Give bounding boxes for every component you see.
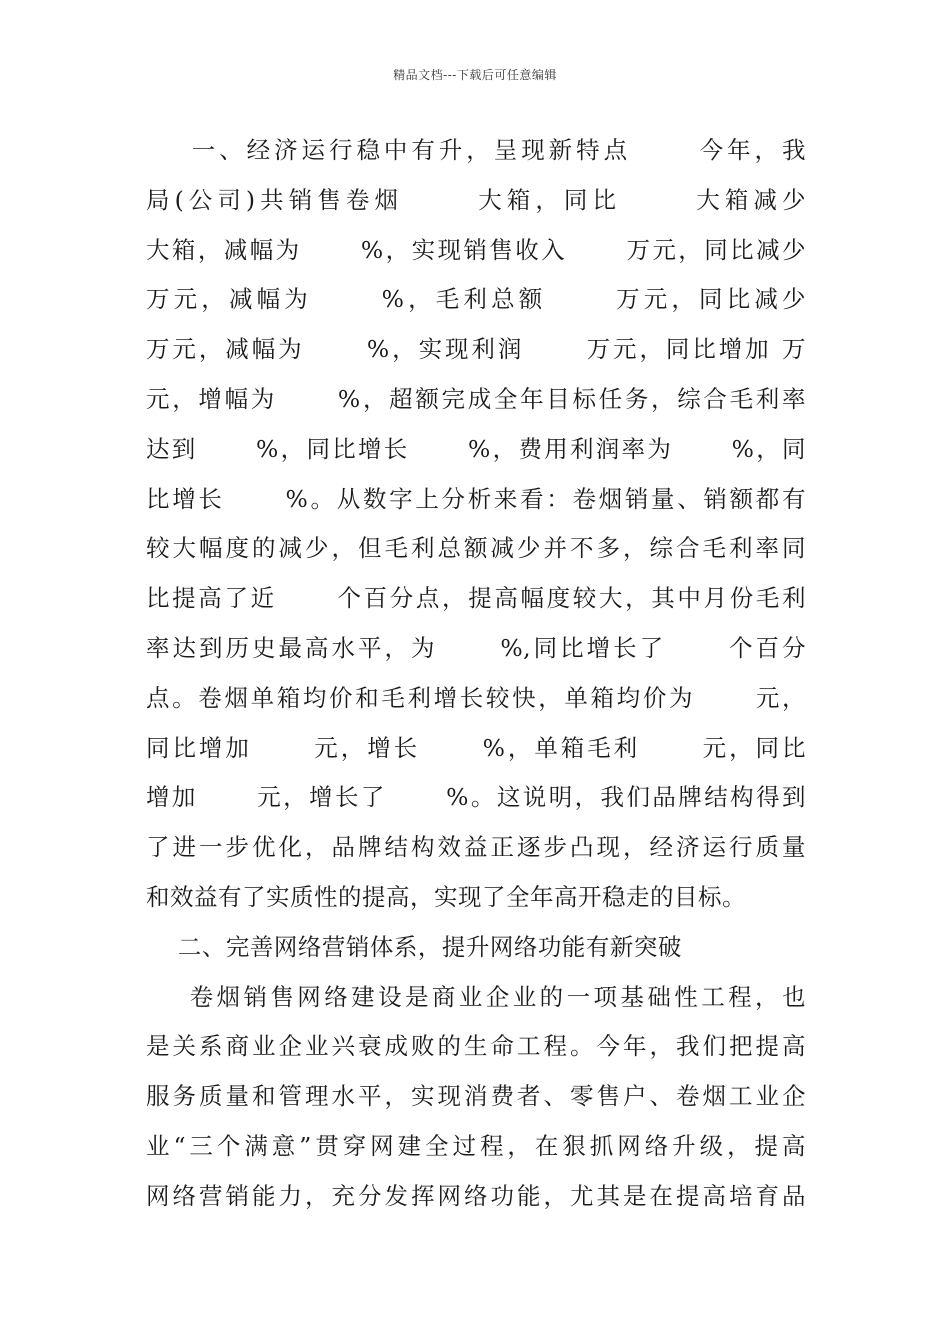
body-text <box>146 126 806 1222</box>
text-line: 点。卷烟单箱均价和毛利增长较快，单箱均价为 元， <box>146 683 806 712</box>
text-line: 业“三个满意”贯穿网建全过程，在狠抓网络升级，提高 <box>146 1131 806 1160</box>
text-line: 局(公司)共销售卷烟 大箱，同比 大箱减少 <box>146 185 806 214</box>
text-line: 元，增幅为 %，超额完成全年目标任务，综合毛利率 <box>146 384 806 413</box>
text-line: 了进一步优化，品牌结构效益正逐步凸现，经济运行质量 <box>146 833 806 862</box>
text-line: 服务质量和管理水平，实现消费者、零售户、卷烟工业企 <box>146 1082 806 1111</box>
text-line: 和效益有了实质性的提高，实现了全年高开稳走的目标。 <box>146 882 746 911</box>
text-line: 比提高了近 个百分点，提高幅度较大，其中月份毛利 <box>146 584 806 613</box>
text-line: 达到 %，同比增长 %，费用利润率为 %，同 <box>146 434 806 463</box>
text-line: 大箱，减幅为 %，实现销售收入 万元，同比减少 <box>146 235 806 264</box>
text-line: 卷烟销售网络建设是商业企业的一项基础性工程，也 <box>146 982 806 1011</box>
text-line: 万元，减幅为 %，实现利润 万元，同比增加 万 <box>146 335 806 364</box>
text-line: 率达到历史最高水平，为 %,同比增长了 个百分 <box>146 633 806 662</box>
text-line: 网络营销能力，充分发挥网络功能，尤其是在提高培育品 <box>146 1181 806 1210</box>
text-line: 增加 元，增长了 %。这说明，我们品牌结构得到 <box>146 783 806 812</box>
text-line: 比增长 %。从数字上分析来看：卷烟销量、销额都有 <box>146 484 806 513</box>
text-line: 同比增加 元，增长 %，单箱毛利 元，同比 <box>146 733 806 762</box>
section-heading: 二、完善网络营销体系，提升网络功能有新突破 <box>146 932 682 961</box>
page-header: 精品文档---下载后可任意编辑 <box>393 68 557 82</box>
text-line: 是关系商业企业兴衰成败的生命工程。今年，我们把提高 <box>146 1032 806 1061</box>
text-line: 较大幅度的减少，但毛利总额减少并不多，综合毛利率同 <box>146 534 806 563</box>
text-line: 一、经济运行稳中有升，呈现新特点 今年，我 <box>146 136 806 164</box>
text-line: 万元，减幅为 %，毛利总额 万元，同比减少 <box>146 285 806 314</box>
